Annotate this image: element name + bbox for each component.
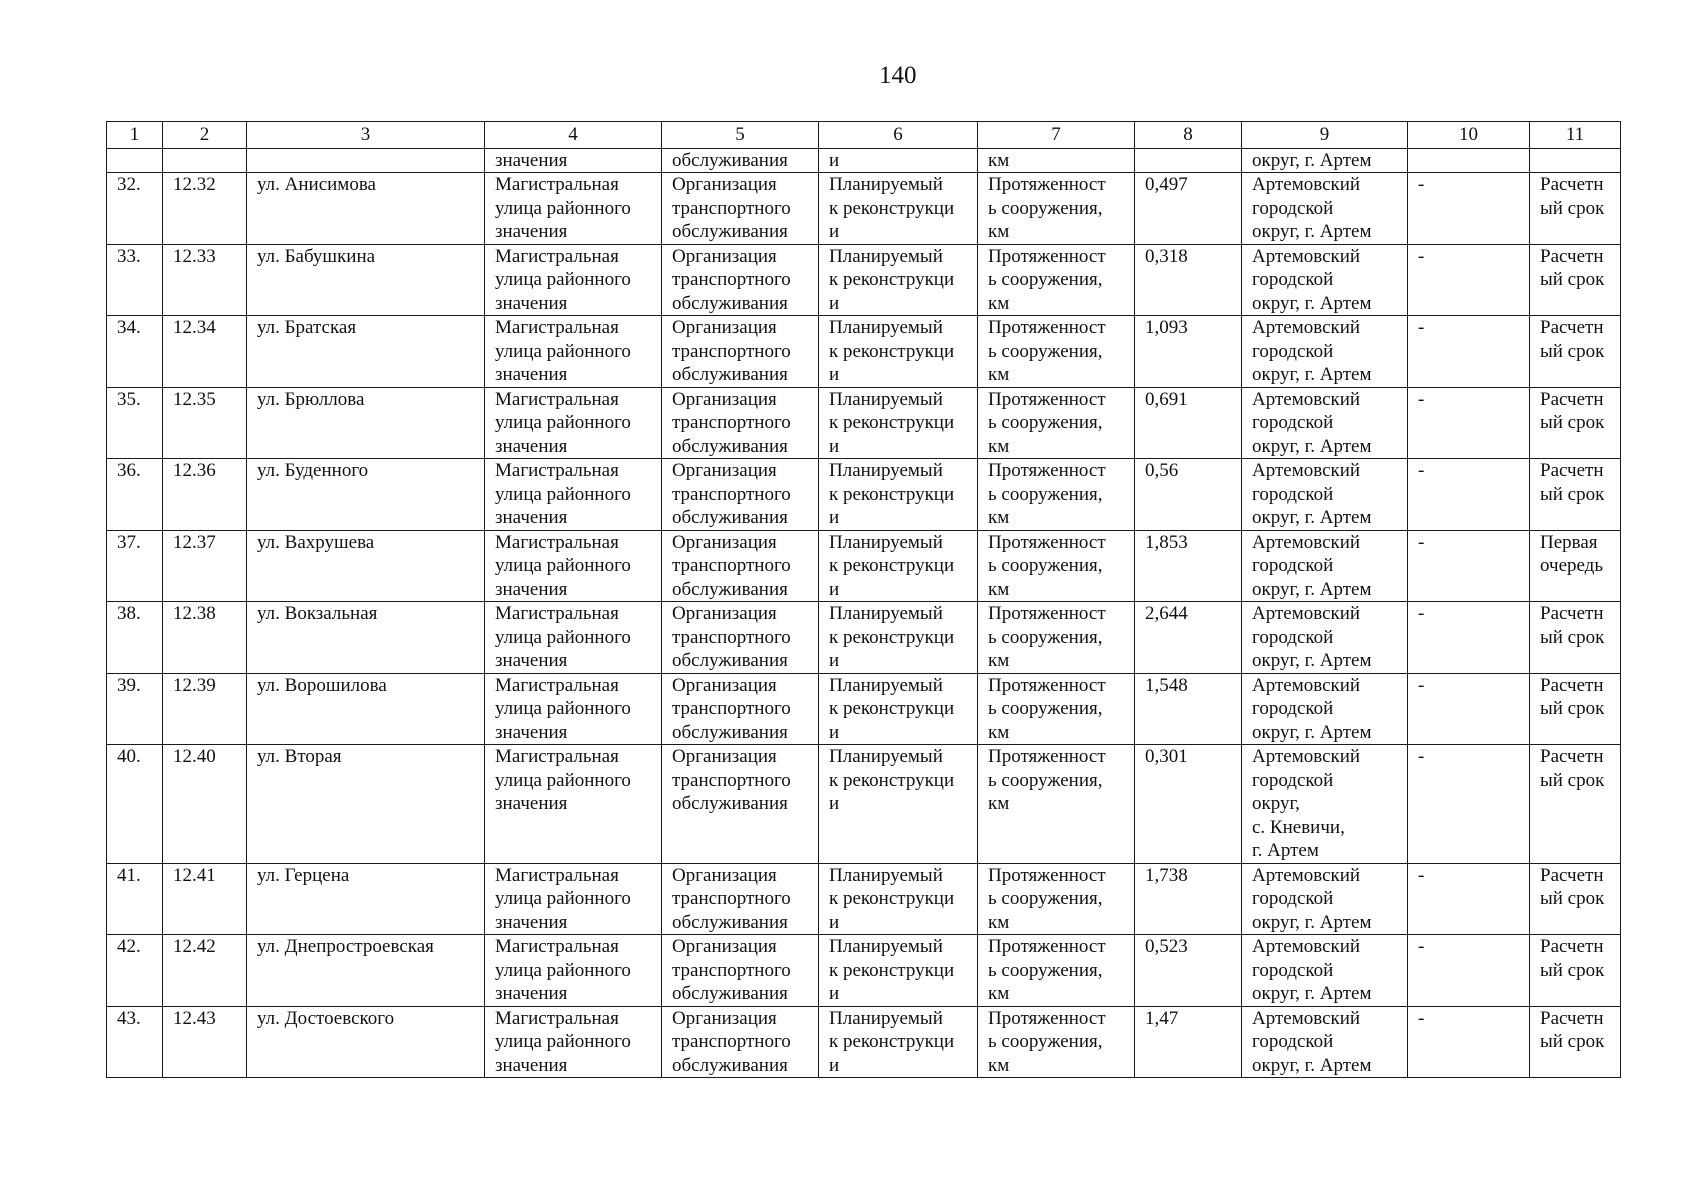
table-row: [107, 387, 1621, 459]
object-kind: Магистральная улица районного значения: [485, 673, 662, 745]
table-cell: [1530, 148, 1621, 173]
object-purpose: Организация транспортного обслуживания: [662, 387, 819, 459]
object-code: 12.42: [163, 935, 247, 1007]
object-status: Планируемый к реконструкци и: [819, 173, 978, 245]
characteristic-name: Протяженност ь сооружения, км: [978, 602, 1135, 674]
object-location: Артемовский городской округ, г. Артем: [1242, 530, 1408, 602]
object-kind: Магистральная улица районного значения: [485, 244, 662, 316]
object-name: ул. Вторая: [247, 745, 485, 864]
table-row: [107, 602, 1621, 674]
object-name: ул. Вахрушева: [247, 530, 485, 602]
object-location: Артемовский городской округ, г. Артем: [1242, 387, 1408, 459]
objects-table: [106, 121, 1621, 1078]
object-purpose: Организация транспортного обслуживания: [662, 173, 819, 245]
object-location: Артемовский городской округ, г. Артем: [1242, 863, 1408, 935]
characteristic-name: Протяженност ь сооружения, км: [978, 935, 1135, 1007]
table-cell: значения: [485, 148, 662, 173]
object-kind: Магистральная улица районного значения: [485, 863, 662, 935]
object-status: Планируемый к реконструкци и: [819, 863, 978, 935]
characteristic-value: 0,301: [1135, 745, 1242, 864]
table-cell: [163, 148, 247, 173]
column-number: 8: [1135, 122, 1242, 149]
object-kind: Магистральная улица районного значения: [485, 745, 662, 864]
implementation-term: Расчетн ый срок: [1530, 935, 1621, 1007]
zone-value: -: [1408, 459, 1530, 531]
object-purpose: Организация транспортного обслуживания: [662, 935, 819, 1007]
object-code: 12.35: [163, 387, 247, 459]
page-number: 140: [879, 62, 917, 89]
object-name: ул. Герцена: [247, 863, 485, 935]
implementation-term: Расчетн ый срок: [1530, 745, 1621, 864]
object-code: 12.41: [163, 863, 247, 935]
row-number: 35.: [107, 387, 163, 459]
object-code: 12.38: [163, 602, 247, 674]
table-cell: [247, 148, 485, 173]
table-row: [107, 316, 1621, 388]
characteristic-value: 1,738: [1135, 863, 1242, 935]
characteristic-name: Протяженност ь сооружения, км: [978, 745, 1135, 864]
column-number: 10: [1408, 122, 1530, 149]
implementation-term: Расчетн ый срок: [1530, 387, 1621, 459]
characteristic-name: Протяженност ь сооружения, км: [978, 530, 1135, 602]
object-location: Артемовский городской округ, г. Артем: [1242, 244, 1408, 316]
object-code: 12.43: [163, 1006, 247, 1078]
column-number: 7: [978, 122, 1135, 149]
row-number: 33.: [107, 244, 163, 316]
implementation-term: Расчетн ый срок: [1530, 863, 1621, 935]
object-location: Артемовский городской округ, г. Артем: [1242, 935, 1408, 1007]
row-number: 37.: [107, 530, 163, 602]
object-code: 12.32: [163, 173, 247, 245]
implementation-term: Первая очередь: [1530, 530, 1621, 602]
characteristic-value: 1,853: [1135, 530, 1242, 602]
object-location: Артемовский городской округ, г. Артем: [1242, 173, 1408, 245]
object-code: 12.36: [163, 459, 247, 531]
zone-value: -: [1408, 745, 1530, 864]
object-purpose: Организация транспортного обслуживания: [662, 459, 819, 531]
object-name: ул. Ворошилова: [247, 673, 485, 745]
characteristic-name: Протяженност ь сооружения, км: [978, 459, 1135, 531]
object-name: ул. Анисимова: [247, 173, 485, 245]
table-row: [107, 244, 1621, 316]
characteristic-value: 1,548: [1135, 673, 1242, 745]
table-cell: [1135, 148, 1242, 173]
object-kind: Магистральная улица районного значения: [485, 935, 662, 1007]
object-code: 12.37: [163, 530, 247, 602]
row-number: 40.: [107, 745, 163, 864]
object-code: 12.39: [163, 673, 247, 745]
object-name: ул. Братская: [247, 316, 485, 388]
column-number: 5: [662, 122, 819, 149]
object-status: Планируемый к реконструкци и: [819, 530, 978, 602]
characteristic-name: Протяженност ь сооружения, км: [978, 673, 1135, 745]
zone-value: -: [1408, 935, 1530, 1007]
object-code: 12.34: [163, 316, 247, 388]
object-status: Планируемый к реконструкци и: [819, 387, 978, 459]
zone-value: -: [1408, 173, 1530, 245]
column-number: 11: [1530, 122, 1621, 149]
object-kind: Магистральная улица районного значения: [485, 387, 662, 459]
column-number-row: [107, 122, 1621, 149]
zone-value: -: [1408, 530, 1530, 602]
zone-value: -: [1408, 602, 1530, 674]
column-number: 2: [163, 122, 247, 149]
characteristic-value: 0,691: [1135, 387, 1242, 459]
table-cell: [1408, 148, 1530, 173]
object-location: Артемовский городской округ, г. Артем: [1242, 673, 1408, 745]
implementation-term: Расчетн ый срок: [1530, 673, 1621, 745]
object-location: Артемовский городской округ, с. Кневичи, г. Артем: [1242, 745, 1408, 864]
zone-value: -: [1408, 673, 1530, 745]
object-status: Планируемый к реконструкци и: [819, 673, 978, 745]
implementation-term: Расчетн ый срок: [1530, 602, 1621, 674]
column-number: 4: [485, 122, 662, 149]
table-row: [107, 173, 1621, 245]
object-location: Артемовский городской округ, г. Артем: [1242, 459, 1408, 531]
characteristic-name: Протяженност ь сооружения, км: [978, 244, 1135, 316]
implementation-term: Расчетн ый срок: [1530, 1006, 1621, 1078]
row-number: 36.: [107, 459, 163, 531]
row-number: 38.: [107, 602, 163, 674]
zone-value: -: [1408, 863, 1530, 935]
row-number: 34.: [107, 316, 163, 388]
table-row: [107, 673, 1621, 745]
object-code: 12.33: [163, 244, 247, 316]
zone-value: -: [1408, 316, 1530, 388]
characteristic-value: 0,497: [1135, 173, 1242, 245]
continuation-row: [107, 148, 1621, 173]
row-number: 41.: [107, 863, 163, 935]
object-kind: Магистральная улица районного значения: [485, 459, 662, 531]
zone-value: -: [1408, 1006, 1530, 1078]
object-kind: Магистральная улица районного значения: [485, 316, 662, 388]
characteristic-value: 0,318: [1135, 244, 1242, 316]
object-purpose: Организация транспортного обслуживания: [662, 673, 819, 745]
table-row: [107, 745, 1621, 864]
object-name: ул. Бабушкина: [247, 244, 485, 316]
table-row: [107, 1006, 1621, 1078]
object-name: ул. Достоевского: [247, 1006, 485, 1078]
column-number: 9: [1242, 122, 1408, 149]
object-status: Планируемый к реконструкци и: [819, 1006, 978, 1078]
column-number: 1: [107, 122, 163, 149]
object-location: Артемовский городской округ, г. Артем: [1242, 316, 1408, 388]
object-status: Планируемый к реконструкци и: [819, 459, 978, 531]
object-status: Планируемый к реконструкци и: [819, 935, 978, 1007]
object-location: Артемовский городской округ, г. Артем: [1242, 1006, 1408, 1078]
row-number: 43.: [107, 1006, 163, 1078]
object-status: Планируемый к реконструкци и: [819, 745, 978, 864]
object-purpose: Организация транспортного обслуживания: [662, 1006, 819, 1078]
characteristic-name: Протяженност ь сооружения, км: [978, 387, 1135, 459]
characteristic-value: 1,093: [1135, 316, 1242, 388]
object-kind: Магистральная улица районного значения: [485, 602, 662, 674]
object-purpose: Организация транспортного обслуживания: [662, 745, 819, 864]
column-number: 3: [247, 122, 485, 149]
implementation-term: Расчетн ый срок: [1530, 459, 1621, 531]
object-purpose: Организация транспортного обслуживания: [662, 244, 819, 316]
characteristic-value: 2,644: [1135, 602, 1242, 674]
object-location: Артемовский городской округ, г. Артем: [1242, 602, 1408, 674]
row-number: 42.: [107, 935, 163, 1007]
object-kind: Магистральная улица районного значения: [485, 173, 662, 245]
characteristic-value: 1,47: [1135, 1006, 1242, 1078]
table-row: [107, 935, 1621, 1007]
row-number: 32.: [107, 173, 163, 245]
object-status: Планируемый к реконструкци и: [819, 602, 978, 674]
table-cell: обслуживания: [662, 148, 819, 173]
table-cell: [107, 148, 163, 173]
table-cell: и: [819, 148, 978, 173]
table-cell: км: [978, 148, 1135, 173]
object-name: ул. Брюллова: [247, 387, 485, 459]
table-cell: округ, г. Артем: [1242, 148, 1408, 173]
implementation-term: Расчетн ый срок: [1530, 316, 1621, 388]
object-purpose: Организация транспортного обслуживания: [662, 316, 819, 388]
column-number: 6: [819, 122, 978, 149]
table-row: [107, 530, 1621, 602]
object-code: 12.40: [163, 745, 247, 864]
object-name: ул. Вокзальная: [247, 602, 485, 674]
object-purpose: Организация транспортного обслуживания: [662, 602, 819, 674]
object-name: ул. Днепростроевская: [247, 935, 485, 1007]
object-status: Планируемый к реконструкци и: [819, 244, 978, 316]
characteristic-name: Протяженност ь сооружения, км: [978, 1006, 1135, 1078]
characteristic-name: Протяженност ь сооружения, км: [978, 863, 1135, 935]
object-name: ул. Буденного: [247, 459, 485, 531]
object-kind: Магистральная улица районного значения: [485, 530, 662, 602]
zone-value: -: [1408, 244, 1530, 316]
object-status: Планируемый к реконструкци и: [819, 316, 978, 388]
characteristic-name: Протяженност ь сооружения, км: [978, 173, 1135, 245]
characteristic-value: 0,56: [1135, 459, 1242, 531]
characteristic-value: 0,523: [1135, 935, 1242, 1007]
characteristic-name: Протяженност ь сооружения, км: [978, 316, 1135, 388]
implementation-term: Расчетн ый срок: [1530, 244, 1621, 316]
table-row: [107, 459, 1621, 531]
table-row: [107, 863, 1621, 935]
object-kind: Магистральная улица районного значения: [485, 1006, 662, 1078]
zone-value: -: [1408, 387, 1530, 459]
object-purpose: Организация транспортного обслуживания: [662, 863, 819, 935]
implementation-term: Расчетн ый срок: [1530, 173, 1621, 245]
row-number: 39.: [107, 673, 163, 745]
object-purpose: Организация транспортного обслуживания: [662, 530, 819, 602]
